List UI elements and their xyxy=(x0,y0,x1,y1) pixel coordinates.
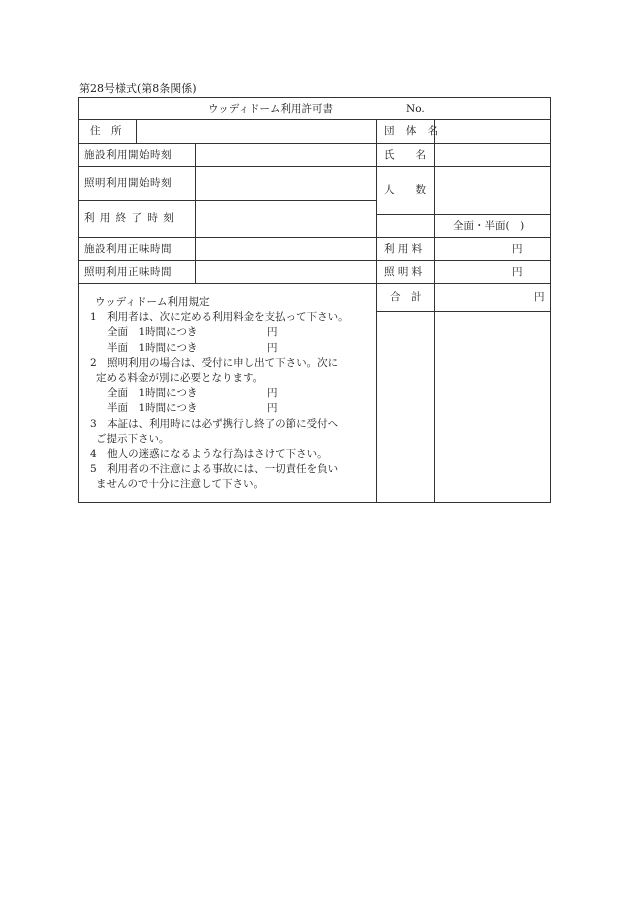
total-yen: 円 xyxy=(534,291,545,303)
lighting-fee-label: 照 明 料 xyxy=(384,266,423,278)
facility-net-label: 施設利用正味時間 xyxy=(84,243,172,255)
rule-5-line1: 5 利用者の不注意による事故には、一切責任を負い xyxy=(90,463,339,476)
rule-1-half-yen: 円 xyxy=(267,341,278,354)
row-divider xyxy=(376,311,550,312)
rule-2-half: 半面 1時間につき xyxy=(107,402,198,415)
address-label: 住 所 xyxy=(90,125,122,137)
form-number: 第28号様式(第8条関係) xyxy=(79,82,197,95)
name-label: 氏 名 xyxy=(384,149,426,161)
row-divider xyxy=(376,214,550,215)
row-divider xyxy=(79,200,376,201)
number-label: No. xyxy=(406,103,425,115)
row-divider xyxy=(79,166,550,167)
rule-2-half-yen: 円 xyxy=(267,402,278,415)
row-divider xyxy=(79,283,550,284)
row-divider xyxy=(79,237,550,238)
row-divider xyxy=(79,143,550,144)
rule-3-line2: ご提示下さい。 xyxy=(96,432,170,445)
row-divider xyxy=(79,119,550,120)
usage-rules xyxy=(90,295,377,493)
rule-1-half: 半面 1時間につき xyxy=(107,341,198,354)
rule-2-line1: 2 照明利用の場合は、受付に申し出て下さい。次に xyxy=(90,356,339,369)
col-divider xyxy=(195,143,196,283)
end-time-label: 利 用 終 了 時 刻 xyxy=(84,212,175,224)
col-divider xyxy=(136,119,137,143)
headcount-label: 人 数 xyxy=(384,184,426,196)
lighting-start-label: 照明利用開始時刻 xyxy=(84,177,172,189)
facility-start-label: 施設利用開始時刻 xyxy=(84,149,172,161)
usage-fee-label: 利 用 料 xyxy=(384,243,423,255)
group-name-label: 団 体 名 xyxy=(384,125,443,137)
rule-4: 4 他人の迷惑になるような行為はさけて下さい。 xyxy=(90,448,328,461)
row-divider xyxy=(79,260,550,261)
rule-1: 1 利用者は、次に定める利用料金を支払って下さい。 xyxy=(90,311,349,324)
lighting-net-label: 照明利用正味時間 xyxy=(84,266,172,278)
col-divider xyxy=(434,119,435,502)
usage-fee-yen: 円 xyxy=(512,243,523,255)
permit-form xyxy=(78,97,551,503)
rule-2-full-yen: 円 xyxy=(267,387,278,400)
rules-heading: ウッディドーム利用規定 xyxy=(95,296,210,308)
rule-2-full: 全面 1時間につき xyxy=(107,387,198,400)
rule-3-line1: 3 本証は、利用時には必ず携行し終了の節に受付へ xyxy=(90,417,339,430)
permit-title: ウッディドーム利用許可書 xyxy=(208,103,333,115)
lighting-fee-yen: 円 xyxy=(512,266,523,278)
total-label: 合 計 xyxy=(390,291,422,303)
rule-2-line2: 定める料金が別に必要となります。 xyxy=(96,372,264,385)
rule-5-line2: ませんので十分に注意して下さい。 xyxy=(96,478,264,491)
rule-1-full: 全面 1時間につき xyxy=(107,326,198,339)
full-half-label: 全面・半面( ) xyxy=(453,220,525,232)
rule-1-full-yen: 円 xyxy=(267,326,278,339)
